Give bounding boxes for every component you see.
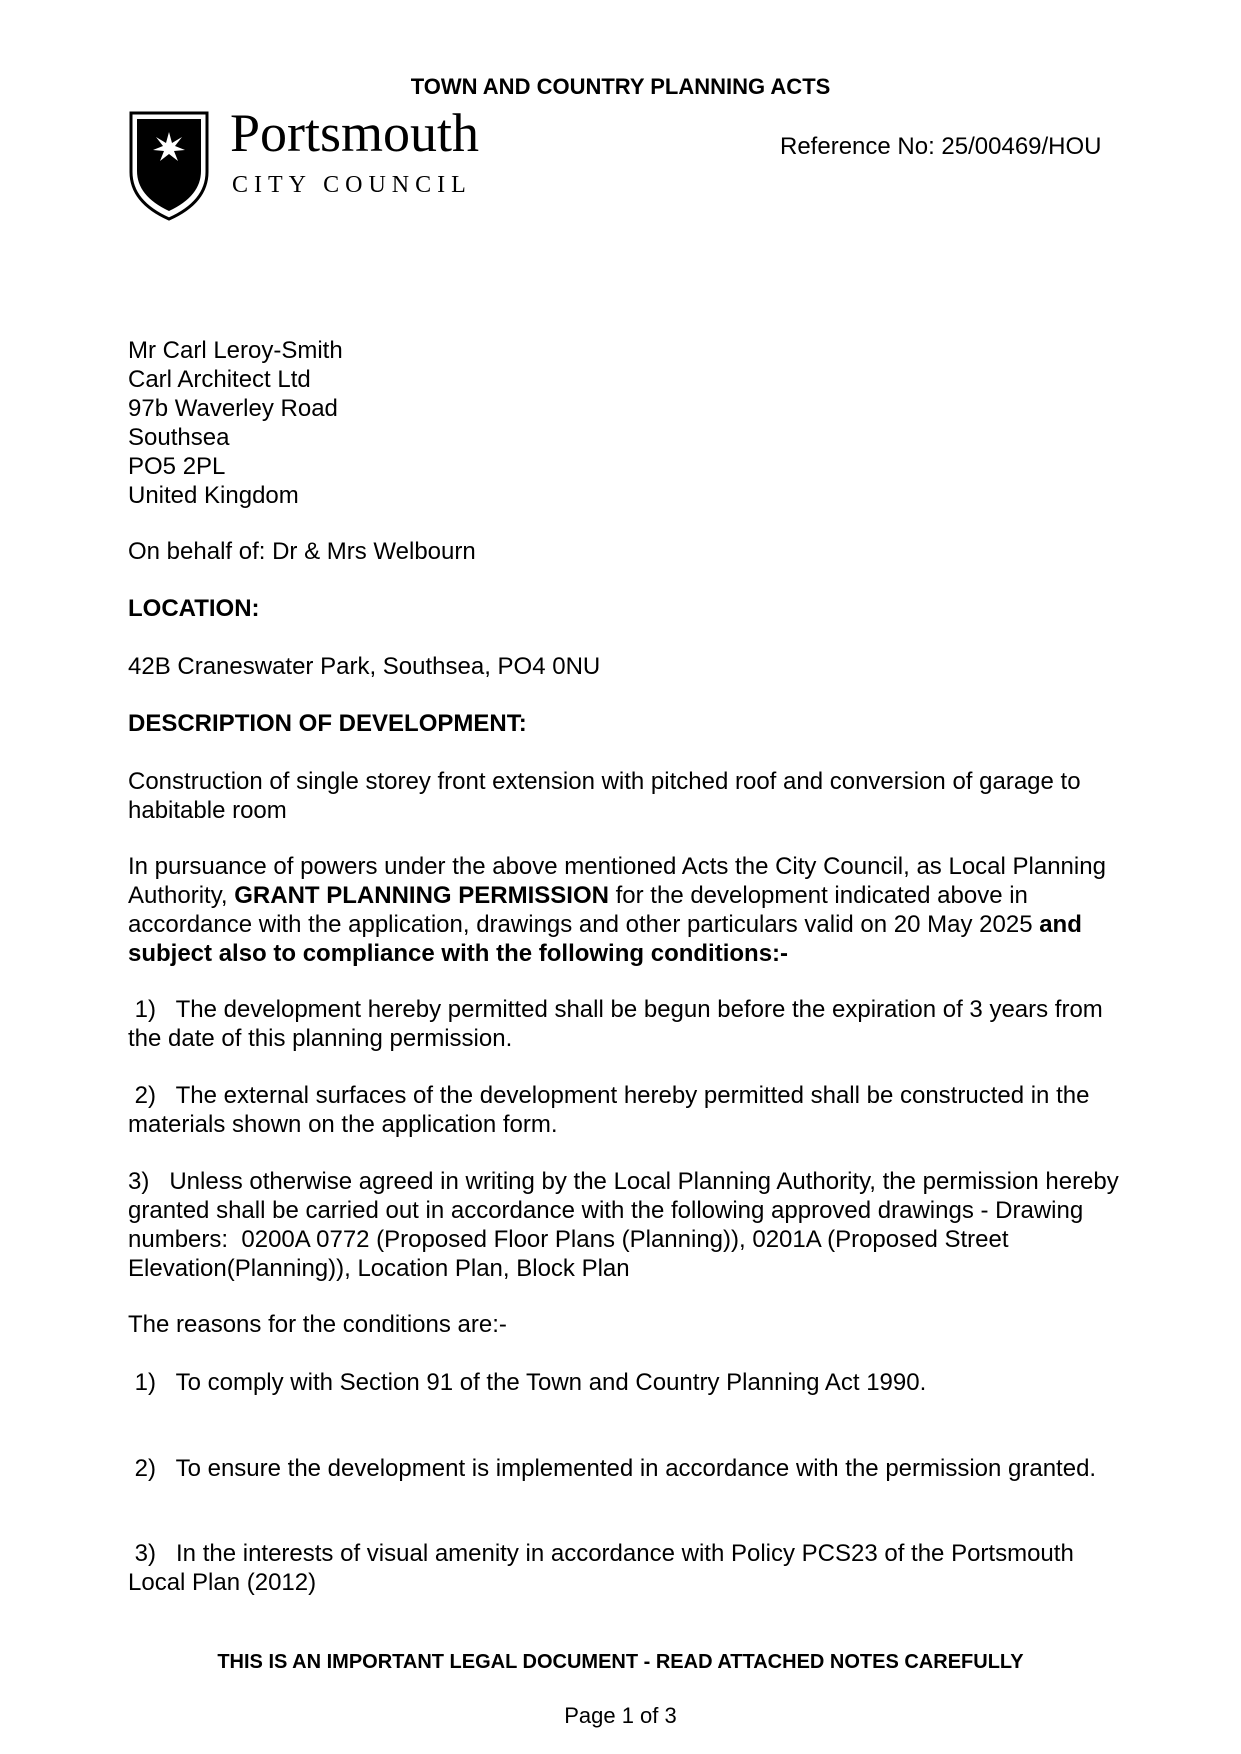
acts-title: TOWN AND COUNTRY PLANNING ACTS [410,74,831,99]
grant-permission-text: GRANT PLANNING PERMISSION [234,882,609,909]
location-label: LOCATION: [128,595,260,622]
logo-subtitle: CITY COUNCIL [232,172,472,198]
condition-item: 1) The development hereby permitted shall be begun before the expiration of 3 years from the date of this planning permission. [128,996,1110,1052]
reference-number: Reference No: 25/00469/HOU [780,133,1102,160]
grant-text: In pursuance of powers under the above mentioned Acts the City Council, as Local Planning Authority, [128,853,1106,909]
address-line: Southsea [128,424,230,451]
grant-text: for the development indicated above in accordance with the application, drawings and other particulars valid on 20 May 2025 [128,882,1040,938]
logo-name: Portsmouth [230,103,480,163]
address-line: Mr Carl Leroy-Smith [128,337,343,364]
crest-icon [128,110,210,222]
address-line: Carl Architect Ltd [128,366,311,393]
council-logo [128,103,528,222]
recipient-address [128,336,1128,510]
grant-paragraph [128,852,1128,968]
legal-notice: THIS IS AN IMPORTANT LEGAL DOCUMENT - READ ATTACHED NOTES CAREFULLY [217,1651,1024,1673]
reason-item: 3) In the interests of visual amenity in accordance with Policy PCS23 of the Portsmouth Local Plan (2012) [128,1540,1081,1596]
location-value: 42B Craneswater Park, Southsea, PO4 0NU [128,653,601,680]
reason-item: 1) To comply with Section 91 of the Town and Country Planning Act 1990. [128,1369,927,1396]
description-label: DESCRIPTION OF DEVELOPMENT: [128,710,527,737]
grant-conditions-text: and subject also to compliance with the following conditions:- [128,911,1082,967]
condition-item: 3) Unless otherwise agreed in writing by the Local Planning Authority, the permission hereby granted shall be carried out in accordance with the following approved drawings - Drawing numbers: 0200A 0772 (Proposed Floor Plans (Planning)), 0201A (Proposed Street Elevation(Planning)), Location Plan, Block Plan [128,1168,1126,1282]
reasons-intro: The reasons for the conditions are:- [128,1311,507,1338]
condition-item: 2) The external surfaces of the development hereby permitted shall be constructed in the materials shown on the application form. [128,1082,1097,1138]
address-line: PO5 2PL [128,453,226,480]
page-number: Page 1 of 3 [564,1703,677,1728]
on-behalf-of: On behalf of: Dr & Mrs Welbourn [128,538,476,565]
description-value: Construction of single storey front extension with pitched roof and conversion of garage to habitable room [128,768,1081,824]
address-line: 97b Waverley Road [128,395,338,422]
reason-item: 2) To ensure the development is implemented in accordance with the permission granted. [128,1455,1097,1482]
address-line: United Kingdom [128,482,299,509]
